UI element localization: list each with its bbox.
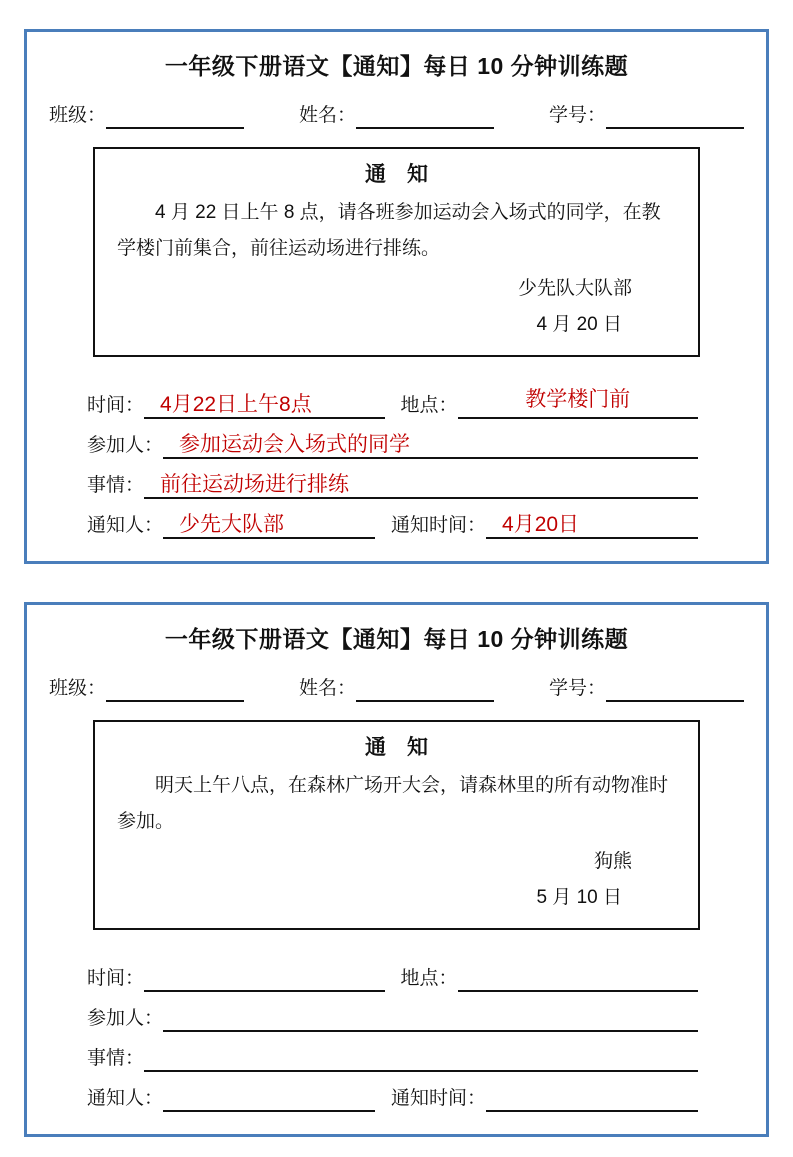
notify-time-input-line[interactable] (486, 509, 698, 539)
notify-time-answer (486, 1109, 502, 1110)
notifier-row (87, 1072, 698, 1112)
class-input-line[interactable] (106, 105, 244, 129)
student-no-input-line[interactable] (606, 678, 744, 702)
class-field (49, 100, 244, 129)
participants-label: 参加人： (87, 434, 164, 456)
notify-time-label: 通知时间： (391, 514, 487, 536)
page-title: 一年级下册语文【通知】每日 10 分钟训练题 (164, 53, 629, 79)
place-input-line[interactable] (458, 962, 698, 992)
event-input-line[interactable] (144, 469, 698, 499)
name-value (356, 677, 372, 701)
name-value (356, 104, 372, 128)
notifier-answer (163, 1109, 179, 1110)
event-input-line[interactable] (144, 1042, 698, 1072)
event-label: 事情： (87, 1047, 145, 1069)
place-answer (458, 989, 474, 990)
participants-input-line[interactable] (163, 1002, 698, 1032)
name-label: 姓名： (298, 677, 356, 699)
student-no-label: 学号： (548, 677, 606, 699)
notifier-row (87, 499, 698, 539)
time-place-row (87, 952, 698, 992)
notifier-input-line[interactable] (163, 509, 375, 539)
class-input-line[interactable] (106, 678, 244, 702)
student-info-row (27, 673, 766, 702)
time-input-line[interactable] (144, 389, 384, 419)
notify-time-label: 通知时间： (391, 1087, 487, 1109)
time-answer (144, 989, 160, 990)
participants-row (87, 419, 698, 459)
event-label: 事情： (87, 474, 145, 496)
worksheet-panel-2 (24, 602, 769, 1137)
place-input-line[interactable] (458, 389, 698, 419)
place-answer: 教学楼门前 (525, 387, 631, 411)
participants-answer: 参加运动会入场式的同学 (179, 432, 411, 456)
notice-box (93, 147, 700, 357)
class-value (106, 677, 122, 701)
notice-body: 4 月 22 日上午 8 点，请各班参加运动会入场式的同学，在教学楼门前集合，前往运动场进行排练。 (117, 201, 661, 259)
worksheet-panel-1 (24, 29, 769, 564)
class-field (49, 673, 244, 702)
class-label: 班级： (49, 104, 107, 126)
student-no-value (606, 104, 622, 128)
name-field (299, 100, 494, 129)
name-field (299, 673, 494, 702)
notice-date: 4 月 20 日 (536, 313, 622, 335)
event-answer: 前往运动场进行排练 (160, 472, 350, 496)
participants-label: 参加人： (87, 1007, 164, 1029)
place-label: 地点： (400, 967, 458, 989)
student-no-value (606, 677, 622, 701)
event-row (87, 459, 698, 499)
notifier-answer: 少先大队部 (179, 512, 285, 536)
time-input-line[interactable] (144, 962, 384, 992)
notify-time-answer: 4月20日 (502, 512, 580, 536)
notifier-label: 通知人： (87, 514, 164, 536)
notifier-input-line[interactable] (163, 1082, 375, 1112)
notify-time-input-line[interactable] (486, 1082, 698, 1112)
page-title: 一年级下册语文【通知】每日 10 分钟训练题 (164, 625, 629, 652)
event-answer (144, 1069, 160, 1070)
name-label: 姓名： (298, 104, 356, 126)
notice-body: 明天上午八点，在森林广场开大会，请森林里的所有动物准时参加。 (117, 774, 669, 832)
participants-input-line[interactable] (163, 429, 698, 459)
time-place-row (87, 379, 698, 419)
notice-title: 通 知 (365, 735, 428, 759)
event-row (87, 1032, 698, 1072)
notice-signer: 少先队大队部 (517, 277, 632, 299)
student-no-input-line[interactable] (606, 105, 744, 129)
notifier-label: 通知人： (87, 1087, 164, 1109)
answer-section (87, 952, 698, 1112)
notice-date: 5 月 10 日 (536, 886, 622, 908)
time-label: 时间： (87, 394, 145, 416)
notice-title: 通 知 (365, 162, 428, 186)
class-value (106, 104, 122, 128)
notice-signer: 狗熊 (593, 850, 632, 872)
class-label: 班级： (49, 677, 107, 699)
notice-box (93, 720, 700, 930)
answer-section (87, 379, 698, 539)
name-input-line[interactable] (356, 678, 494, 702)
time-answer: 4月22日上午8点 (160, 392, 312, 416)
student-no-field (549, 673, 744, 702)
time-label: 时间： (87, 967, 145, 989)
participants-row (87, 992, 698, 1032)
student-no-label: 学号： (548, 104, 606, 126)
place-label: 地点： (400, 394, 458, 416)
name-input-line[interactable] (356, 105, 494, 129)
participants-answer (163, 1029, 179, 1030)
student-no-field (549, 100, 744, 129)
student-info-row (27, 100, 766, 129)
